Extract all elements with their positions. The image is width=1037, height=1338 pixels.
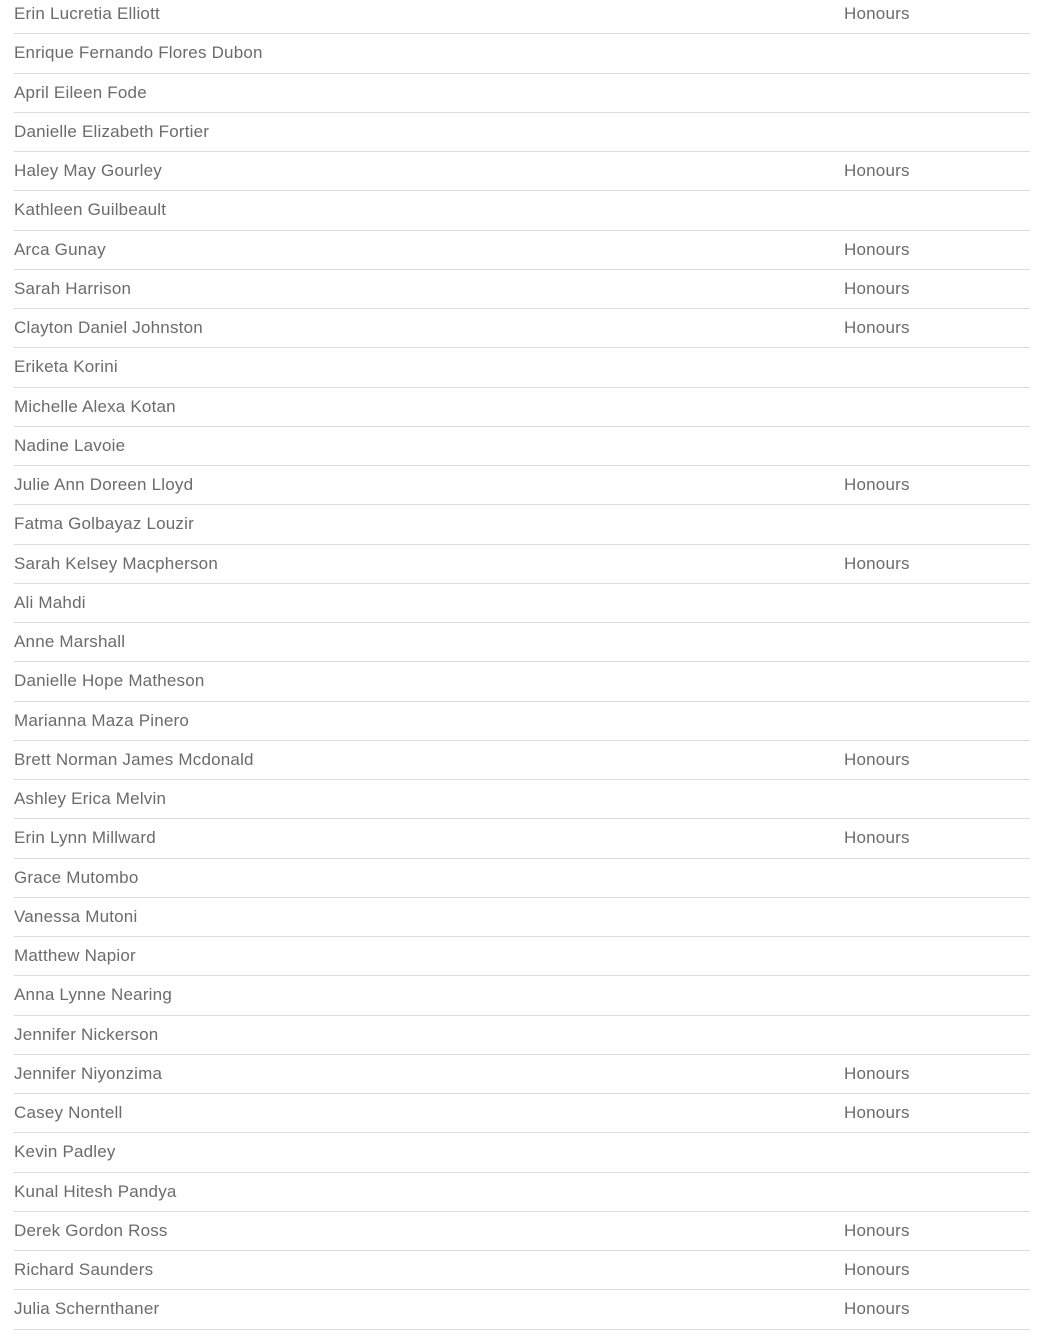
table-row <box>14 976 1030 1015</box>
graduate-name: Matthew Napior <box>14 946 136 966</box>
graduate-name: April Eileen Fode <box>14 82 147 102</box>
table-row <box>14 309 1030 348</box>
graduate-name: Nadine Lavoie <box>14 435 126 455</box>
graduate-name: Anne Marshall <box>14 632 126 652</box>
table-row <box>14 1094 1030 1133</box>
table-row <box>14 662 1030 701</box>
table-row <box>14 0 1030 34</box>
graduate-name: Michelle Alexa Kotan <box>14 396 176 416</box>
graduate-name: Fatma Golbayaz Louzir <box>14 514 194 534</box>
honours-label: Honours <box>844 1220 910 1240</box>
graduate-name: Haley May Gourley <box>14 161 162 181</box>
table-row <box>14 505 1030 544</box>
honours-label: Honours <box>844 553 910 573</box>
graduate-name: Erin Lucretia Elliott <box>14 4 160 24</box>
graduate-name: Brett Norman James Mcdonald <box>14 749 254 769</box>
table-row <box>14 231 1030 270</box>
graduate-name: Jennifer Nickerson <box>14 1024 159 1044</box>
honours-label: Honours <box>844 278 910 298</box>
honours-label: Honours <box>844 1063 910 1083</box>
graduate-name: Casey Nontell <box>14 1103 123 1123</box>
graduate-name: Vanessa Mutoni <box>14 906 138 926</box>
table-row <box>14 388 1030 427</box>
table-row <box>14 1133 1030 1172</box>
graduate-name: Julia Schernthaner <box>14 1299 160 1319</box>
graduate-name: Kunal Hitesh Pandya <box>14 1181 177 1201</box>
table-row <box>14 1016 1030 1055</box>
graduate-name: Danielle Hope Matheson <box>14 671 205 691</box>
graduate-name: Grace Mutombo <box>14 867 139 887</box>
graduate-name: Anna Lynne Nearing <box>14 985 172 1005</box>
graduate-name: Derek Gordon Ross <box>14 1220 168 1240</box>
graduate-name: Ashley Erica Melvin <box>14 789 167 809</box>
honours-label: Honours <box>844 1103 910 1123</box>
table-row <box>14 427 1030 466</box>
honours-label: Honours <box>844 4 910 24</box>
table-row <box>14 741 1030 780</box>
table-row <box>14 270 1030 309</box>
honours-label: Honours <box>844 318 910 338</box>
table-row <box>14 702 1030 741</box>
graduate-name: Clayton Daniel Johnston <box>14 318 203 338</box>
graduate-name: Sarah Kelsey Macpherson <box>14 553 218 573</box>
graduates-table <box>14 0 1030 1330</box>
table-row <box>14 113 1030 152</box>
graduate-name: Danielle Elizabeth Fortier <box>14 121 210 141</box>
honours-label: Honours <box>844 749 910 769</box>
table-row <box>14 1290 1030 1329</box>
table-row <box>14 1212 1030 1251</box>
honours-label: Honours <box>844 239 910 259</box>
table-row <box>14 898 1030 937</box>
table-row <box>14 74 1030 113</box>
graduate-name: Enrique Fernando Flores Dubon <box>14 43 263 63</box>
table-row <box>14 1055 1030 1094</box>
graduate-name: Ali Mahdi <box>14 592 86 612</box>
graduate-name: Kathleen Guilbeault <box>14 200 167 220</box>
table-row <box>14 937 1030 976</box>
graduate-name: Kevin Padley <box>14 1142 116 1162</box>
graduate-name: Jennifer Niyonzima <box>14 1063 163 1083</box>
table-row <box>14 780 1030 819</box>
honours-label: Honours <box>844 1260 910 1280</box>
table-row <box>14 348 1030 387</box>
table-row <box>14 859 1030 898</box>
graduate-name: Sarah Harrison <box>14 278 132 298</box>
honours-label: Honours <box>844 475 910 495</box>
honours-label: Honours <box>844 828 910 848</box>
table-row <box>14 545 1030 584</box>
table-row <box>14 152 1030 191</box>
table-row <box>14 819 1030 858</box>
honours-label: Honours <box>844 1299 910 1319</box>
graduate-name: Marianna Maza Pinero <box>14 710 190 730</box>
graduate-name: Richard Saunders <box>14 1260 154 1280</box>
table-row <box>14 1251 1030 1290</box>
honours-label: Honours <box>844 161 910 181</box>
graduate-name: Arca Gunay <box>14 239 106 259</box>
graduate-name: Eriketa Korini <box>14 357 118 377</box>
table-row <box>14 34 1030 73</box>
table-row <box>14 191 1030 230</box>
table-row <box>14 584 1030 623</box>
table-row <box>14 466 1030 505</box>
table-row <box>14 623 1030 662</box>
graduate-name: Erin Lynn Millward <box>14 828 156 848</box>
table-row <box>14 1173 1030 1212</box>
graduate-name: Julie Ann Doreen Lloyd <box>14 475 194 495</box>
